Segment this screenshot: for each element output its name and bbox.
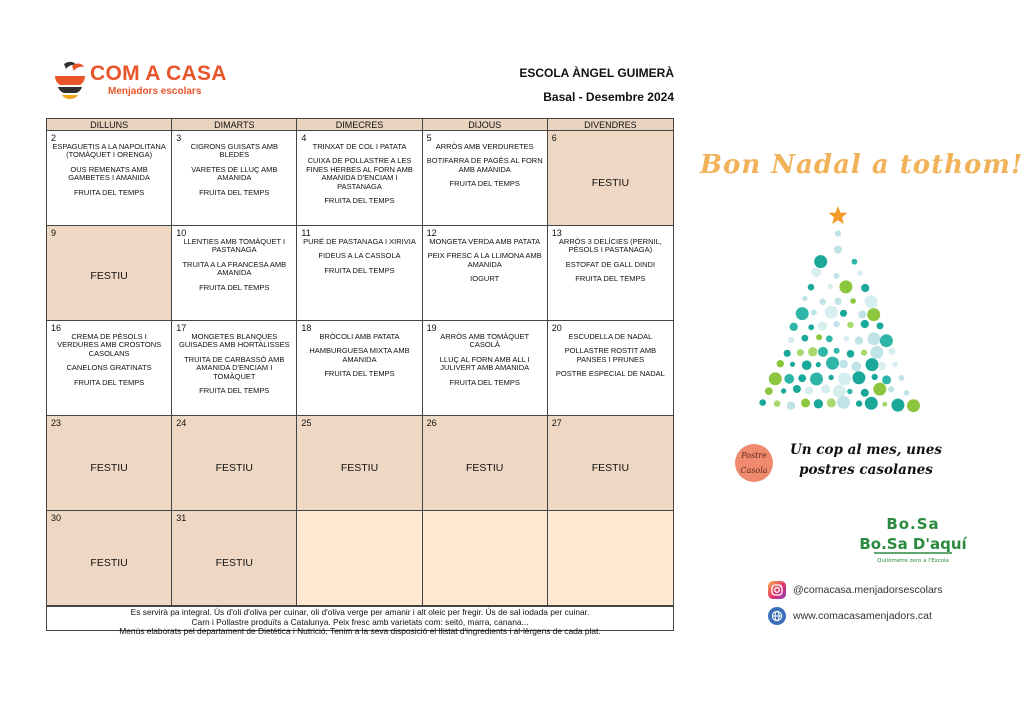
tree-ornament-dot (818, 322, 827, 331)
menu-dish: MONGETES BLANQUES GUISADES AMB HORTALISSES (178, 332, 290, 350)
menu-dish: FRUITA DEL TEMPS (199, 187, 270, 197)
menu-dish: FRUITA DEL TEMPS (449, 377, 520, 387)
tree-ornament-dot (828, 375, 833, 380)
tree-ornament-dot (808, 284, 815, 291)
tree-ornament-dot (759, 399, 766, 406)
calendar-cell-day-16 (47, 321, 172, 416)
day-number: 31 (176, 513, 187, 523)
festiu-label: FESTIU (591, 462, 630, 474)
tree-ornament-dot (788, 337, 795, 344)
tree-ornament-dot (784, 374, 794, 384)
tree-ornament-dot (865, 397, 878, 410)
tree-ornament-dot (891, 399, 904, 412)
calendar-cell-empty (297, 511, 422, 606)
menu-title: Basal - Desembre 2024 (543, 90, 674, 104)
day-number: 19 (426, 323, 437, 333)
tree-ornament-dot (837, 396, 850, 409)
tree-ornament-dot (818, 347, 828, 357)
menu-dish: CIGRONS GUISATS AMB BLEDES (190, 142, 278, 160)
menu-dish: ESPAGUETIS A LA NAPOLITANA (TOMÀQUET I ORENGA) (52, 142, 166, 160)
tree-ornament-dot (826, 357, 839, 370)
bosa-title: Bo.Sa D'aquí (859, 535, 967, 553)
calendar-cell-empty (423, 511, 548, 606)
postres-line-1: Un cop al mes, unes (790, 442, 942, 458)
calendar-cell-day-24 (172, 416, 297, 511)
calendar-cell-day-4 (297, 131, 422, 226)
tree-ornament-dot (802, 335, 809, 342)
calendar-cell-day-17 (172, 321, 297, 416)
calendar-cell-day-6 (548, 131, 673, 226)
menu-dish: CREMA DE PÈSOLS I VERDURES AMB CROSTONS CASOLANS (57, 332, 162, 358)
day-number: 17 (176, 323, 187, 333)
postres-badge-top: Postre (741, 451, 767, 460)
menu-dish: PURÉ DE PASTANAGA I XIRIVIA (303, 237, 416, 246)
tree-ornament-dot (867, 308, 880, 321)
day-number: 2 (51, 133, 57, 143)
day-number: 13 (551, 228, 562, 238)
tree-ornament-dot (835, 230, 841, 236)
day-header-wednesday: DIMECRES (297, 119, 422, 131)
day-number: 27 (551, 418, 562, 428)
menu-dish: FRUITA DEL TEMPS (324, 369, 395, 379)
tree-ornament-dot (838, 373, 851, 386)
menu-dish: ESCUDELLA DE NADAL (568, 332, 653, 341)
tree-ornament-dot (816, 362, 821, 367)
menu-footer-note (47, 606, 673, 637)
menu-dish: POSTRE ESPECIAL DE NADAL (555, 369, 665, 379)
tree-ornament-dot (865, 295, 878, 308)
calendar-cell-day-13 (548, 226, 673, 321)
footer-line: Es servirà pa integral. Ús d'oli d'oliva per cuinar, oli d'oliva verge per amanir i alt oleic per fregir. Ús de sal iodada per cuinar. (130, 607, 590, 617)
tree-ornament-dot (852, 371, 865, 384)
calendar-cell-day-3 (172, 131, 297, 226)
tree-ornament-dot (819, 299, 826, 306)
calendar-cell-day-30 (47, 511, 172, 606)
tree-ornament-dot (870, 346, 883, 359)
bowl-logo-icon (52, 60, 88, 102)
tree-ornament-dot (880, 334, 893, 347)
bosa-subtitle: Quilòmetre zero a l'Escola (877, 558, 949, 564)
tree-ornament-dot (816, 334, 822, 340)
menu-dish: TRUITA DE CARBASSÓ AMB AMANIDA D'ENCIAM I TOMÀQUET (184, 354, 285, 381)
calendar-cell-day-26 (423, 416, 548, 511)
festiu-label: FESTIU (340, 462, 379, 474)
postres-badge-bottom: Casola (740, 466, 768, 475)
menu-dish: TRINXAT DE COL I PATATA (312, 142, 407, 151)
tree-ornament-dot (904, 390, 909, 395)
tree-ornament-dot (808, 324, 814, 330)
website-text: www.comacasamenjadors.cat (793, 610, 932, 622)
menu-dish: FRUITA DEL TEMPS (575, 274, 646, 284)
web-icon (768, 607, 786, 625)
calendar-cell-day-10 (172, 226, 297, 321)
day-number: 23 (51, 418, 62, 428)
day-header-tuesday: DIMARTS (172, 119, 297, 131)
tree-ornament-dot (877, 322, 884, 329)
tree-ornament-dot (826, 335, 833, 342)
tree-ornament-dot (821, 384, 830, 393)
menu-dish: CUIXA DE POLLASTRE A LES FINES HERBES AL FORN AMB AMANIDA D'ENCIAM I PASTANAGA (306, 156, 413, 191)
menu-dish: TRUITA A LA FRANCESA AMB AMANIDA (182, 259, 287, 278)
day-number: 6 (551, 133, 557, 143)
brand-tagline: Menjadors escolars (108, 86, 202, 97)
tree-ornament-dot (834, 348, 840, 354)
tree-ornament-dot (858, 311, 866, 319)
footer-line: Menús elaborats pel departament de Dietètica i Nutrició. Tenim a la seva disposició el llistat d'ingredients i al·lèrgens de cada plat. (119, 626, 601, 636)
tree-ornament-dot (797, 349, 804, 356)
festiu-label: FESTIU (90, 557, 128, 569)
tree-ornament-dot (812, 267, 822, 277)
tree-ornament-dot (873, 383, 886, 396)
tree-ornament-dot (851, 362, 861, 372)
tree-ornament-dot (861, 350, 867, 356)
tree-ornament-dot (765, 387, 773, 395)
calendar-cell-day-31 (172, 511, 297, 606)
day-number: 9 (51, 228, 57, 238)
calendar-cell-day-27 (548, 416, 673, 511)
tree-ornament-dot (839, 280, 852, 293)
menu-dish: ARRÒS AMB VERDURETES (435, 142, 534, 151)
website-link[interactable] (768, 606, 932, 626)
tree-ornament-dot (861, 389, 869, 397)
calendar-cell-day-18 (297, 321, 422, 416)
tree-ornament-dot (834, 273, 840, 279)
day-number: 24 (176, 418, 187, 428)
tree-ornament-dot (828, 284, 833, 289)
tree-ornament-dot (850, 298, 856, 304)
menu-dish: HAMBURGUESA MIXTA AMB AMANIDA (309, 346, 410, 364)
calendar-cell-empty (548, 511, 673, 606)
tree-ornament-dot (834, 246, 842, 254)
tree-ornament-dot (827, 398, 836, 407)
tree-ornament-dot (839, 360, 848, 369)
tree-ornament-dot (861, 284, 869, 292)
tree-ornament-dot (872, 374, 878, 380)
tree-ornament-dot (814, 399, 823, 408)
calendar-cell-day-11 (297, 226, 422, 321)
calendar-cell-day-12 (423, 226, 548, 321)
menu-dish: FRUITA DEL TEMPS (199, 282, 270, 292)
menu-dish: IOGURT (470, 274, 500, 284)
day-header-thursday: DIJOUS (423, 119, 548, 131)
day-number: 3 (176, 133, 182, 143)
tree-ornament-dot (878, 362, 886, 370)
tree-ornament-dot (833, 385, 846, 398)
menu-dish: FRUITA DEL TEMPS (73, 187, 145, 197)
tree-ornament-dot (882, 375, 891, 384)
tree-ornament-dot (847, 322, 853, 328)
tree-ornament-dot (781, 388, 786, 393)
menu-dish: FIDEUS A LA CASSOLA (318, 251, 401, 261)
menu-dish: FRUITA DEL TEMPS (73, 377, 145, 387)
tree-ornament-dot (793, 385, 801, 393)
menu-dish: FRUITA DEL TEMPS (324, 265, 395, 275)
calendar-cell-day-5 (423, 131, 548, 226)
tree-ornament-dot (802, 360, 812, 370)
tree-ornament-dot (889, 348, 896, 355)
menu-dish: LLUÇ AL FORN AMB ALL I JULIVERT AMB AMANIDA (439, 354, 530, 373)
tree-ornament-dot (798, 374, 806, 382)
tree-ornament-dot (861, 320, 869, 328)
festiu-label: FESTIU (90, 462, 128, 474)
brand-logo (50, 56, 250, 106)
menu-dish: OUS REMENATS AMB GAMBETES I AMANIDA (68, 164, 150, 183)
brand-name: COM A CASA (90, 62, 227, 85)
menu-dish: PEIX FRESC A LA LLIMONA AMB AMANIDA (427, 251, 542, 269)
tree-ornament-dot (867, 332, 880, 345)
day-number: 30 (51, 513, 62, 523)
calendar-cell-day-2 (47, 131, 172, 226)
tree-ornament-dot (814, 255, 827, 268)
svg-text:Bo.Sa: Bo.Sa (886, 515, 940, 533)
tree-ornament-dot (834, 298, 841, 305)
day-number: 16 (51, 323, 62, 333)
tree-ornament-dot (825, 306, 838, 319)
tree-ornament-dot (892, 361, 898, 367)
day-header-monday: DILLUNS (47, 119, 172, 131)
school-name: ESCOLA ÀNGEL GUIMERÀ (519, 66, 674, 80)
tree-ornament-dot (888, 386, 894, 392)
christmas-greeting: Bon Nadal a tothom! (700, 150, 1024, 180)
tree-ornament-dot (810, 373, 823, 386)
day-number: 26 (426, 418, 437, 428)
tree-ornament-dot (805, 387, 813, 395)
tree-ornament-dot (808, 347, 817, 356)
menu-dish: MONGETA VERDA AMB PATATA (429, 237, 541, 246)
menu-dish: FRUITA DEL TEMPS (324, 196, 395, 206)
tree-ornament-dot (769, 372, 782, 385)
tree-ornament-dot (866, 358, 879, 371)
tree-ornament-dot (899, 375, 905, 381)
tree-ornament-dot (784, 350, 791, 357)
postres-badge-icon (733, 442, 775, 484)
menu-dish: ARRÒS 3 DELÍCIES (PERNIL, PÈSOLS I PASTANAGA) (558, 237, 662, 255)
day-number: 4 (301, 133, 307, 143)
day-number: 18 (301, 323, 312, 333)
tree-ornament-dot (856, 400, 862, 406)
tree-ornament-dot (882, 402, 887, 407)
tree-ornament-dot (774, 400, 781, 407)
day-number: 20 (551, 323, 562, 333)
calendar-cell-day-23 (47, 416, 172, 511)
postres-slogan (790, 440, 942, 480)
tree-ornament-dot (777, 360, 784, 367)
menu-calendar (46, 118, 674, 636)
festiu-label: FESTIU (591, 177, 630, 189)
instagram-text: @comacasa.menjadorsescolars (793, 584, 943, 596)
instagram-handle[interactable] (768, 580, 943, 600)
day-number: 25 (301, 418, 312, 428)
tree-ornament-dot (857, 270, 863, 276)
menu-dish: LLENTIES AMB TOMÀQUET I PASTANAGA (183, 237, 286, 255)
tree-star-icon (829, 206, 848, 224)
day-number: 12 (426, 228, 437, 238)
festiu-label: FESTIU (466, 462, 504, 474)
menu-dish: FRUITA DEL TEMPS (199, 386, 270, 396)
menu-dish: POLLASTRE ROSTIT AMB PANSES I PRUNES (564, 346, 657, 364)
tree-ornament-dot (847, 389, 852, 394)
calendar-cell-day-19 (423, 321, 548, 416)
bosa-daqui-logo (859, 505, 967, 567)
tree-ornament-dot (907, 399, 920, 412)
menu-dish: ESTOFAT DE GALL DINDI (565, 259, 656, 269)
tree-ornament-dot (852, 259, 858, 265)
tree-ornament-dot (801, 399, 810, 408)
tree-ornament-dot (844, 336, 850, 342)
menu-dish: BOTIFARRA DE PAGÈS AL FORN AMB AMANIDA (426, 156, 543, 174)
day-number: 11 (301, 228, 311, 238)
tree-ornament-dot (802, 296, 807, 301)
day-header-friday: DIVENDRES (548, 119, 673, 131)
tree-ornament-dot (811, 309, 817, 315)
tree-ornament-dot (796, 307, 809, 320)
menu-dish: ARRÒS AMB TOMÀQUET CASOLÀ (440, 332, 530, 350)
calendar-cell-day-20 (548, 321, 673, 416)
calendar-grid (47, 119, 673, 606)
festiu-label: FESTIU (215, 557, 253, 569)
tree-ornament-dot (787, 401, 795, 409)
menu-dish: CANELONS GRATINATS (66, 363, 152, 373)
instagram-icon (768, 581, 786, 599)
menu-dish: BRÒCOLI AMB PATATA (319, 332, 400, 341)
tree-ornament-dot (840, 310, 847, 317)
tree-ornament-dot (833, 321, 839, 327)
calendar-cell-day-25 (297, 416, 422, 511)
tree-ornament-dot (855, 336, 863, 344)
tree-ornament-dot (847, 350, 855, 358)
christmas-tree-icon (760, 205, 912, 420)
menu-dish: FRUITA DEL TEMPS (449, 179, 520, 189)
day-number: 5 (426, 133, 432, 143)
postres-line-2: postres casolanes (799, 462, 933, 478)
tree-ornament-dot (790, 362, 795, 367)
festiu-label: FESTIU (90, 270, 128, 282)
footer-line: Carn i Pollastre produïts a Catalunya. Peix fresc amb varietats com: seitó, marra, canana... (191, 616, 529, 627)
menu-dish: VARETES DE LLUÇ AMB AMANIDA (191, 164, 278, 183)
festiu-label: FESTIU (215, 462, 253, 474)
calendar-cell-day-9 (47, 226, 172, 321)
day-number: 10 (176, 228, 187, 238)
tree-ornament-dot (790, 323, 798, 331)
